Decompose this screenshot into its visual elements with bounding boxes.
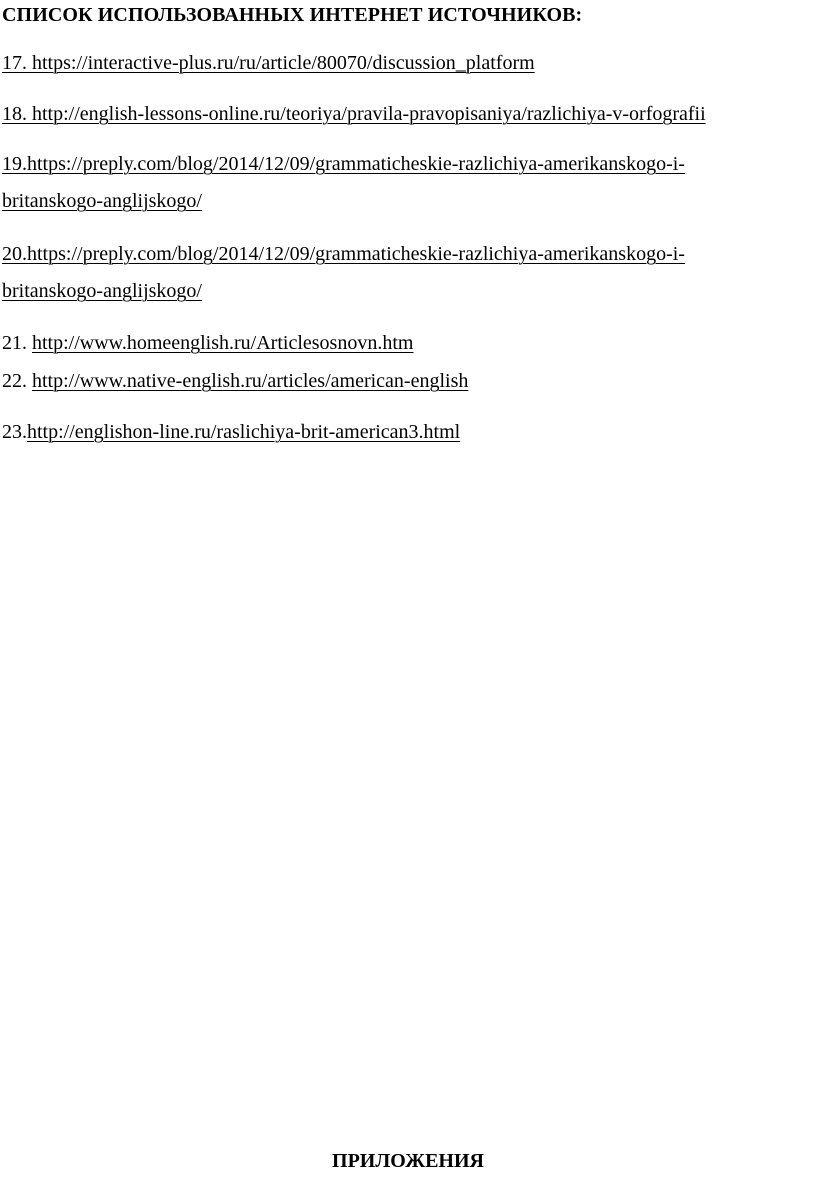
reference-item [2, 414, 460, 451]
reference-number: 19. [2, 153, 27, 175]
reference-link[interactable]: http://www.native-english.ru/articles/american-english [32, 370, 469, 392]
appendix-heading: ПРИЛОЖЕНИЯ [332, 1150, 484, 1172]
reference-link[interactable]: https://preply.com/blog/2014/12/09/grammaticheskie-razlichiya-amerikanskogo-i- [27, 153, 685, 175]
reference-number: 23. [2, 421, 27, 443]
reference-item [2, 325, 413, 362]
reference-link[interactable]: http://english-lessons-online.ru/teoriya/pravila-pravopisaniya/razlichiya-v-orfografii [32, 103, 706, 125]
reference-number: 20. [2, 243, 27, 265]
reference-item [2, 146, 685, 183]
reference-item-continuation [2, 273, 202, 310]
reference-link[interactable]: britanskogo-anglijskogo/ [2, 190, 202, 212]
reference-item [2, 96, 706, 133]
page-title: СПИСОК ИСПОЛЬЗОВАННЫХ ИНТЕРНЕТ ИСТОЧНИКОВ: [2, 4, 583, 26]
reference-link[interactable]: https://interactive-plus.ru/ru/article/80070/discussion_platform [32, 52, 535, 74]
reference-number: 17. [2, 52, 32, 74]
reference-number: 21. [2, 332, 32, 354]
reference-number: 18. [2, 103, 32, 125]
reference-link[interactable]: britanskogo-anglijskogo/ [2, 280, 202, 302]
reference-item [2, 236, 685, 273]
reference-link[interactable]: https://preply.com/blog/2014/12/09/grammaticheskie-razlichiya-amerikanskogo-i- [27, 243, 685, 265]
reference-item [2, 363, 468, 400]
reference-link[interactable]: http://englishon-line.ru/raslichiya-brit-american3.html [27, 421, 461, 443]
reference-item [2, 45, 535, 82]
reference-number: 22. [2, 370, 32, 392]
reference-item-continuation [2, 183, 202, 220]
reference-link[interactable]: http://www.homeenglish.ru/Articlesosnovn.htm [32, 332, 414, 354]
